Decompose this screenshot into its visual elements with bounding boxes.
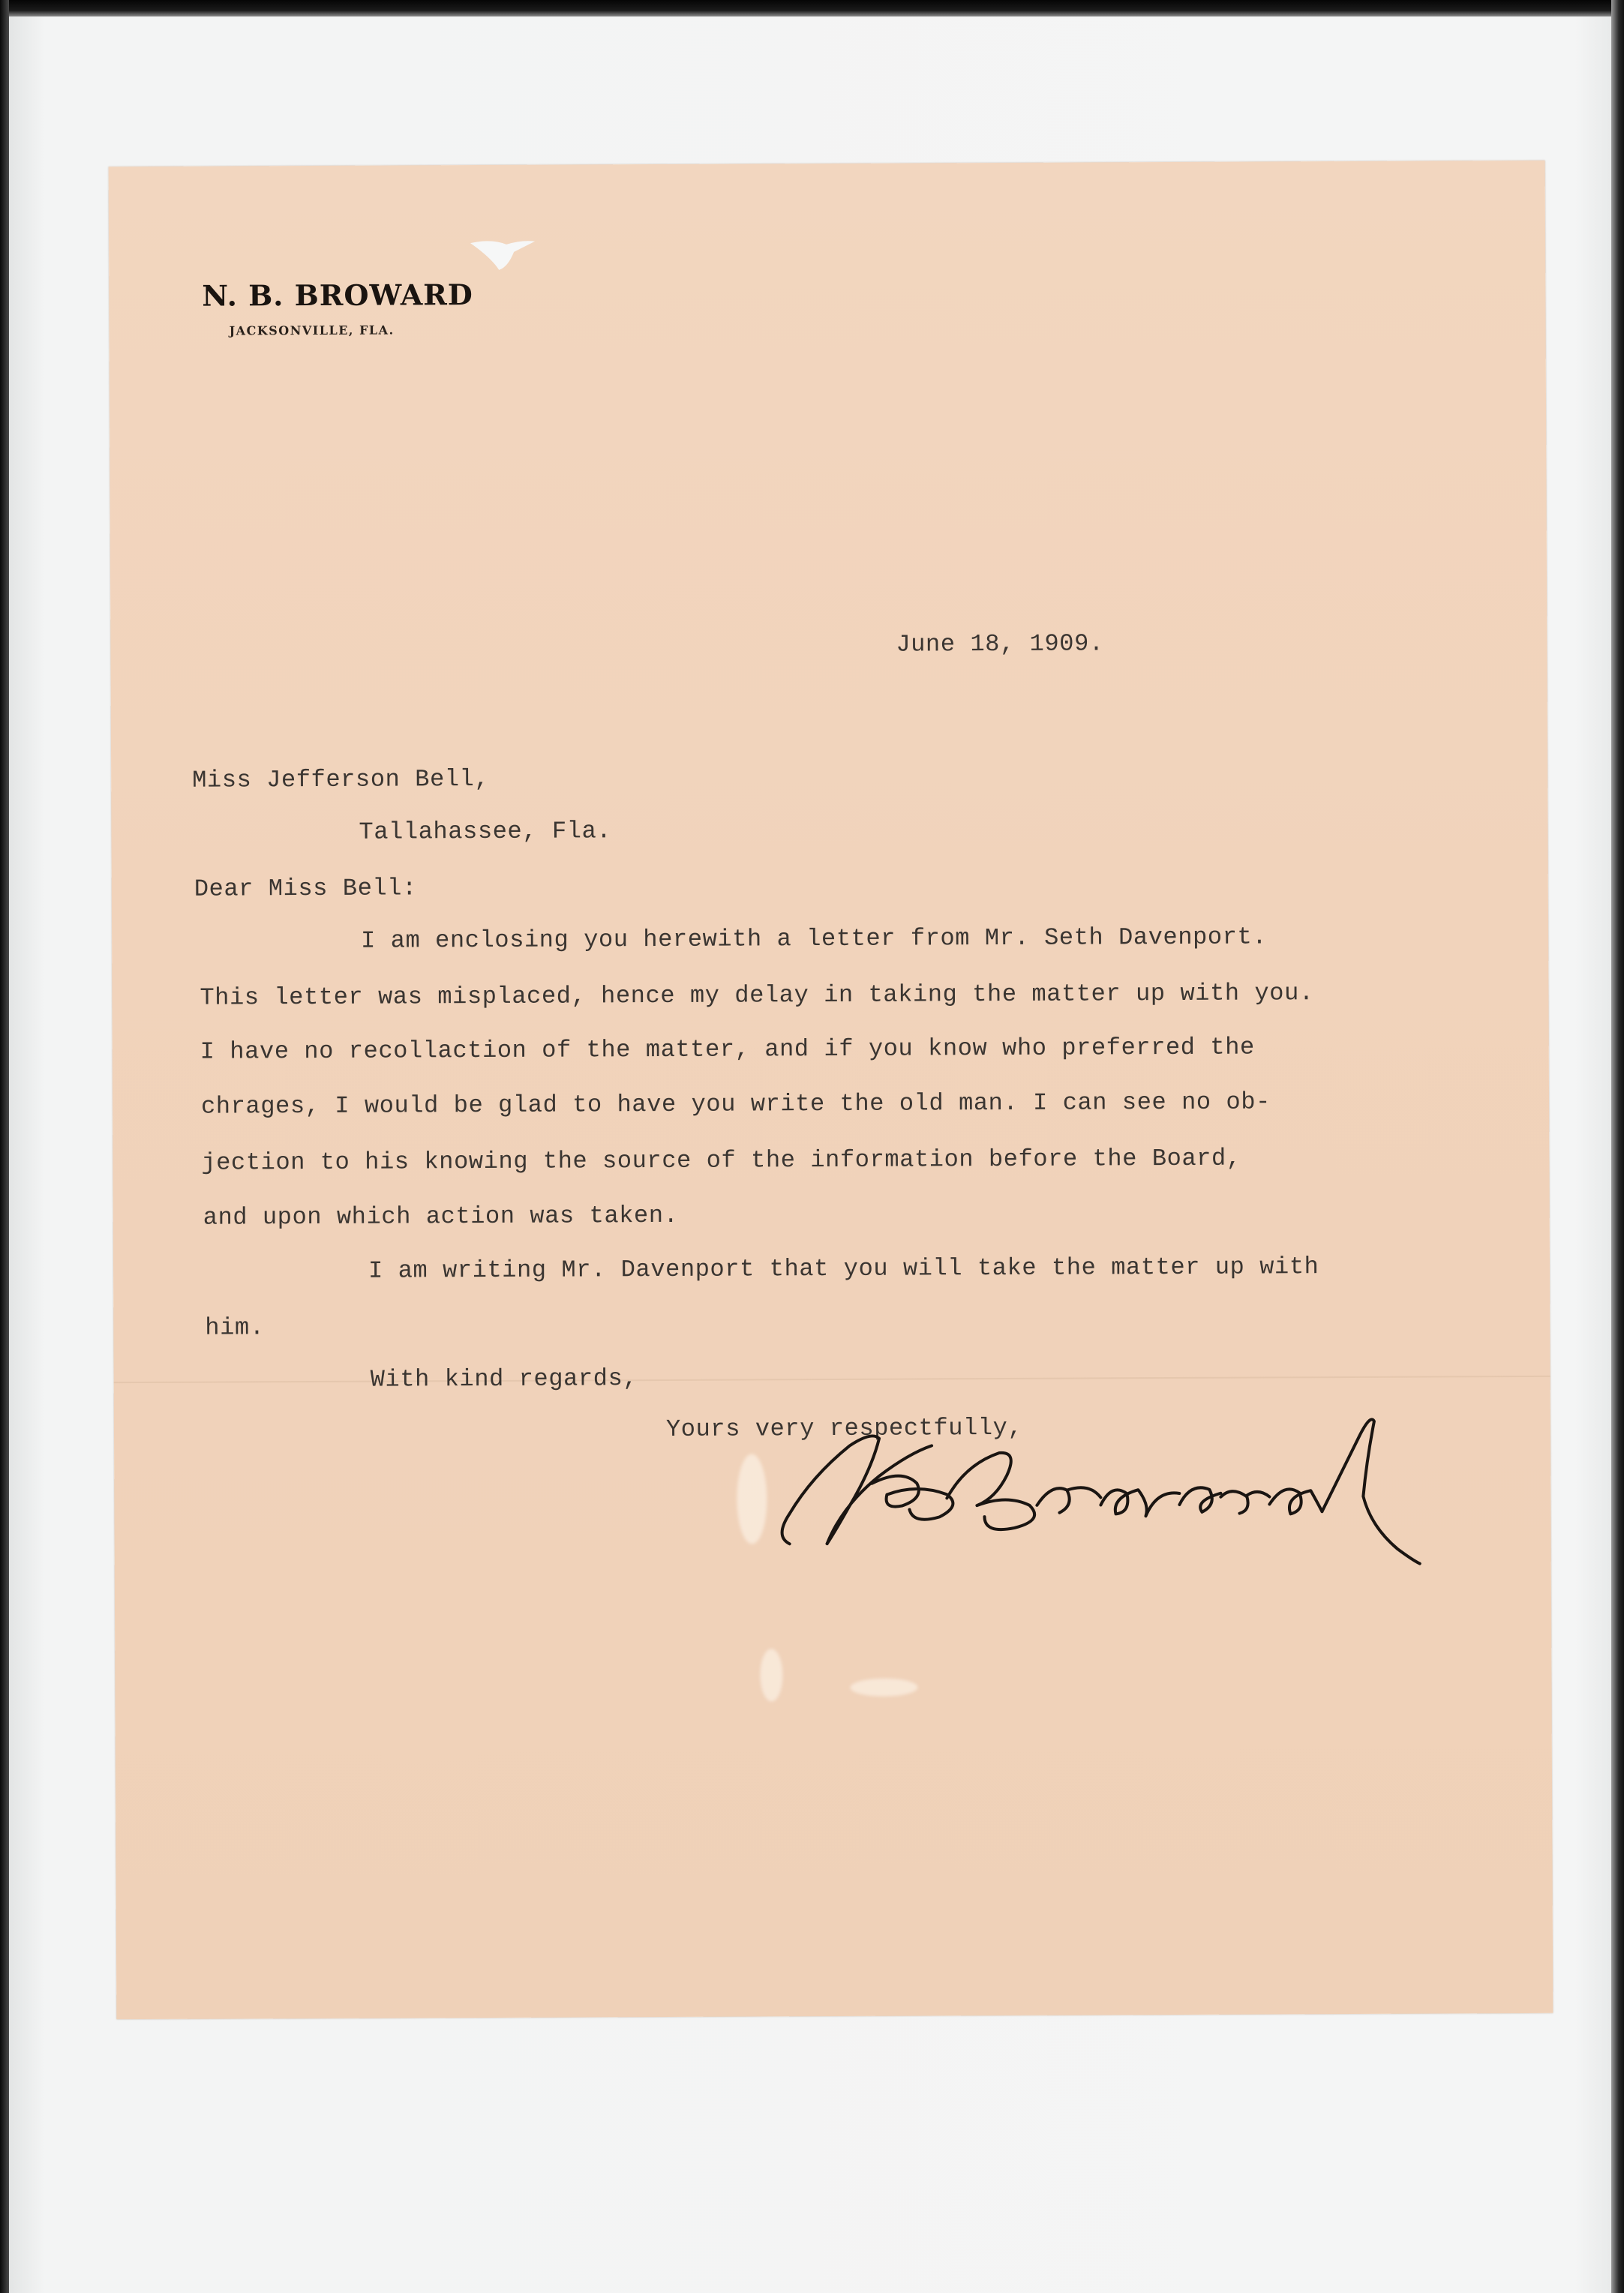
body-line: and upon which action was taken. bbox=[203, 1201, 679, 1232]
valediction: Yours very respectfully, bbox=[665, 1413, 1023, 1443]
body-line: chrages, I would be glad to have you write the old man. I can see no ob- bbox=[201, 1088, 1271, 1121]
body-line: jection to his knowing the source of the information before the Board, bbox=[201, 1144, 1241, 1177]
letterhead-location: JACKSONVILLE, FLA. bbox=[229, 323, 395, 338]
handwritten-signature bbox=[759, 1391, 1435, 1574]
body-line: him. bbox=[205, 1313, 265, 1342]
scan-right-edge bbox=[1611, 0, 1624, 2293]
body-line: I am enclosing you herewith a letter from Mr. Seth Davenport. bbox=[361, 923, 1268, 955]
paper-tear-mark bbox=[469, 237, 536, 273]
paper-fold-line bbox=[114, 1376, 1550, 1383]
recipient-city: Tallahassee, Fla. bbox=[359, 817, 612, 846]
paper-stain bbox=[760, 1649, 782, 1701]
letter-sheet bbox=[109, 161, 1553, 2019]
body-line: I have no recollaction of the matter, and if you know who preferred the bbox=[200, 1033, 1255, 1066]
paper-stain bbox=[850, 1679, 917, 1697]
closing-line: With kind regards, bbox=[370, 1364, 638, 1394]
letter-date: June 18, 1909. bbox=[896, 629, 1104, 659]
body-line: This letter was misplaced, hence my delay in taking the matter up with you. bbox=[200, 979, 1314, 1012]
scan-left-edge bbox=[0, 0, 9, 2293]
letterhead-name: N. B. BROWARD bbox=[202, 278, 473, 313]
scan-top-edge bbox=[0, 0, 1624, 17]
recipient-name: Miss Jefferson Bell, bbox=[192, 764, 490, 794]
body-line: I am writing Mr. Davenport that you will take the matter up with bbox=[368, 1253, 1319, 1285]
salutation: Dear Miss Bell: bbox=[194, 874, 417, 903]
